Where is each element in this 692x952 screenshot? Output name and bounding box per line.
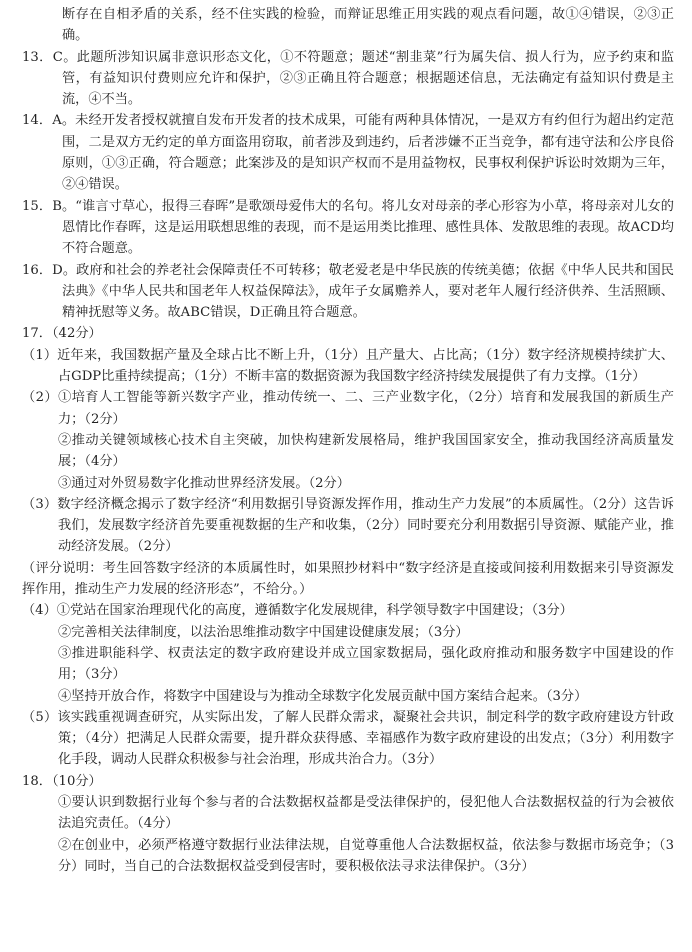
answer-text: （2）①培育人工智能等新兴数字产业，推动传统一、二、三产业数字化，（2分）培育和发展我国的新质生产力；（2分） (22, 390, 674, 427)
answer-block (12, 387, 674, 430)
answer-text: ①要认识到数据行业每个参与者的合法数据权益都是受法律保护的，侵犯他人合法数据权益的行为会被依法追究责任。（4分） (58, 794, 674, 832)
answer-block (12, 622, 674, 643)
answer-block (12, 686, 674, 707)
answer-block (12, 47, 674, 111)
answer-text: （4）①党站在国家治理现代化的高度，遵循数字化发展规律，科学领导数字中国建设；（3分） (22, 603, 573, 619)
answer-text: （5）该实践重视调查研究，从实际出发，了解人民群众需求，凝聚社会共识，制定科学的数字政府建设方针政策；（4分）把满足人民群众需要，提升群众获得感、幸福感作为数字政府建设的出发点；（3分）利用数字化手段，调动人民群众积极参与社会治理，形成共治合力。（3分） (22, 709, 674, 768)
answer-text: 18．（10分） (22, 773, 102, 789)
answer-text: （1）近年来，我国数据产量及全球占比不断上升，（1分）且产量大、占比高；（1分）数字经济规模持续扩大、占GDP比重持续提高；（1分）不断丰富的数据资源为我国数字经济持续发展提供了有力支撑。（1分） (22, 347, 674, 385)
answer-block (12, 323, 674, 344)
answer-text: （评分说明：考生回答数字经济的本质属性时，如果照抄材料中“数字经济是直接或间接利用数据来引导资源发挥作用，推动生产力发展的经济形态”，不给分。） (22, 560, 674, 598)
answer-text: 15．B。“谁言寸草心，报得三春晖”是歌颂母爱伟大的名句。将儿女对母亲的孝心形容为小草，将母亲对儿女的恩情比作春晖，这是运用联想思维的表现，而不是运用类比推理、感性具体、发散思维的表现。故ACD均不符合题意。 (22, 198, 674, 257)
answer-text: ③推进职能科学、权责法定的数字政府建设并成立国家数据局，强化政府推动和服务数字中国建设的作用；（3分） (58, 645, 674, 683)
answer-block (12, 4, 674, 47)
answer-block (12, 558, 674, 601)
answer-block (12, 771, 674, 792)
answer-text: ②推动关键领域核心技术自主突破，加快构建新发展格局，维护我国国家安全，推动我国经济高质量发展；（4分） (58, 432, 674, 470)
answer-block (12, 260, 674, 324)
answer-block (12, 643, 674, 686)
answer-text: 16．D。政府和社会的养老社会保障责任不可转移；敬老爱老是中华民族的传统美德；依据《中华人民共和国民法典》《中华人民共和国老年人权益保障法》，成年子女属赡养人，要对老年人履行经济供养、生活照顾、精神抚慰等义务。故ABC错误，D正确且符合题意。 (22, 262, 674, 321)
answer-text: 13．C。此题所涉知识属非意识形态文化，①不符题意；题述“割韭菜”行为属失信、损人行为，应予约束和监管，有益知识付费则应允许和保护，②③正确且符合题意；根据题述信息，无法确定有益知识付费是主流，④不当。 (22, 49, 674, 108)
answer-block (12, 707, 674, 771)
answer-text: （3）数字经济概念揭示了数字经济“利用数据引导资源发挥作用，推动生产力发展”的本质属性。（2分）这告诉我们，发展数字经济首先要重视数据的生产和收集，（2分）同时要充分利用数据引导资源、赋能产业，推动经济发展。（2分） (22, 496, 674, 555)
answer-block (12, 430, 674, 473)
answer-text: 14．A。未经开发者授权就擅自发布开发者的技术成果，可能有两种具体情况，一是双方有约但行为超出约定范围，二是双方无约定的单方面盗用窃取，前者涉及到违约，后者涉嫌不正当竞争，都有违守法和公序良俗原则，①③正确，符合题意；此案涉及的是知识产权而不是用益物权，民事权利保护诉讼时效期为三年，②④错误。 (22, 113, 674, 193)
answer-text: ③通过对外贸易数字化推动世界经济发展。（2分） (58, 475, 350, 491)
answer-block (12, 196, 674, 260)
answer-text: 17．（42分） (22, 326, 102, 342)
answer-block (12, 835, 674, 878)
answer-block (12, 600, 674, 621)
answer-text: ④坚持开放合作，将数字中国建设与为推动全球数字化发展贡献中国方案结合起来。（3分） (58, 688, 588, 704)
answer-block (12, 494, 674, 558)
answer-text: ②在创业中，必须严格遵守数据行业法律法规，自觉尊重他人合法数据权益，依法参与数据市场竞争；（3分）同时，当自己的合法数据权益受到侵害时，要积极依法寻求法律保护。（3分） (58, 837, 674, 874)
answer-block (12, 110, 674, 195)
answer-block (12, 345, 674, 388)
answer-text: 断存在自相矛盾的关系，经不住实践的检验，而辩证思维正用实践的观点看问题，故①④错误，②③正确。 (62, 7, 674, 44)
answer-text: ②完善相关法律制度，以法治思维推动数字中国建设健康发展；（3分） (58, 624, 469, 640)
answer-block (12, 473, 674, 494)
answer-block (12, 792, 674, 835)
